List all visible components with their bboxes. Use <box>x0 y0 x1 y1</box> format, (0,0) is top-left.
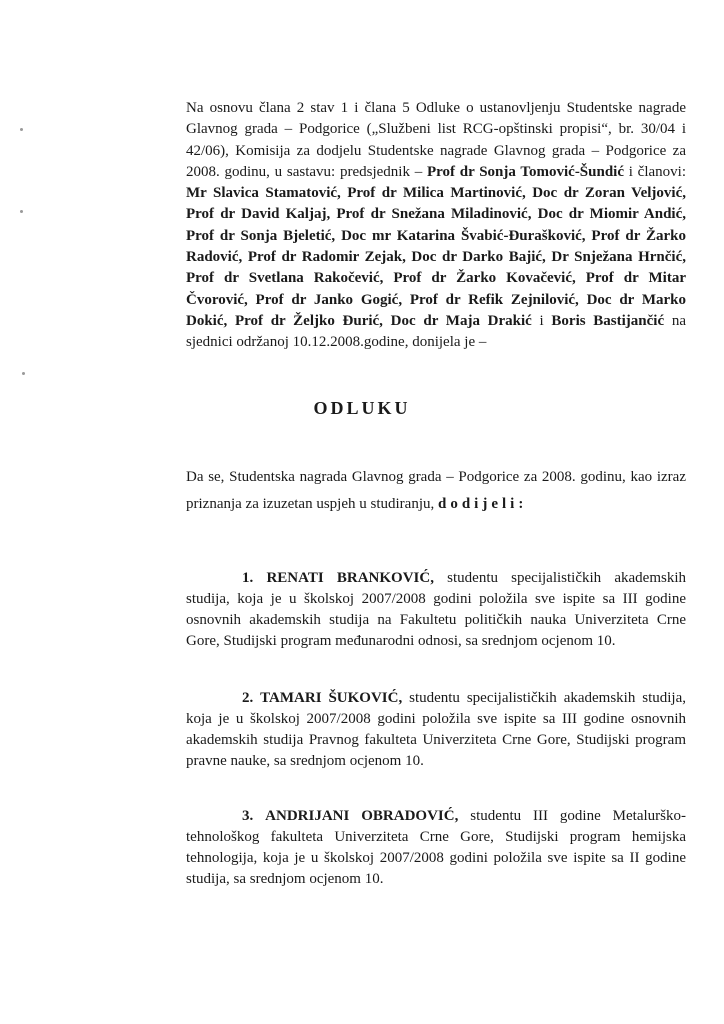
award-recipient: ANDRIJANI OBRADOVIĆ, <box>265 808 459 824</box>
intro-text-3: i <box>531 312 552 329</box>
award-item <box>186 806 686 890</box>
award-item <box>186 688 686 772</box>
award-recipient: TAMARI ŠUKOVIĆ, <box>260 690 403 706</box>
intro-text-1: Na osnovu člana 2 stav 1 i člana 5 Odluke o ustanovljenju Studentske nagrade Glavnog grada – Podgorice („Službeni list RCG-opštinski propisi“, br. 30/04 i 42/06), Komisija za dodjelu Studentske nagrade Glavnog grada – Podgorice za 2008. godinu, u sastavu: predsjednik – <box>186 100 686 180</box>
document-title: ODLUKU <box>313 398 411 418</box>
scan-mark <box>20 128 23 131</box>
committee-president: Prof dr Sonja Tomović-Šundić <box>426 163 625 180</box>
intro-text-4: na sjednici održanoj 10.12.2008.godine, donijela je – <box>186 312 686 351</box>
intro-paragraph <box>186 98 686 354</box>
award-description: studentu specijalističkih akademskih studija, koja je u školskoj 2007/2008 godini položila sve ispite sa III godine osnovnih akademskih studija na Fakultetu političkih nauka Univerziteta Crne Gore, Studijski program međunarodni odnosi, sa srednjom ocjenom 10. <box>186 570 686 649</box>
decision-verb: dodijeli: <box>438 496 528 512</box>
committee-last-member: Boris Bastijančić <box>551 312 665 329</box>
intro-text-2: i članovi: <box>624 163 686 180</box>
scan-mark <box>20 210 23 213</box>
award-description: studentu III godine Metalurško-tehnološkog fakulteta Univerziteta Crne Gore, Studijski program hemijska tehnologija, koja je u školskoj 2007/2008 godini položila sve ispite sa II godine studija, sa srednjom ocjenom 10. <box>186 808 686 887</box>
award-number: 2. <box>242 690 254 706</box>
award-recipient: RENATI BRANKOVIĆ, <box>266 570 434 586</box>
award-number: 1. <box>242 570 254 586</box>
decision-text: Da se, Studentska nagrada Glavnog grada – Podgorice za 2008. godinu, kao izraz priznanja za izuzetan uspjeh u studiranju, <box>186 469 686 512</box>
award-item <box>186 568 686 652</box>
committee-members: Mr Slavica Stamatović, Prof dr Milica Martinović, Doc dr Zoran Veljović, Prof dr David Kaljaj, Prof dr Snežana Miladinović, Doc dr Miomir Andić, Prof dr Sonja Bjeletić, Doc mr Katarina Švabić-Đurašković, Prof dr Žarko Radović, Prof dr Radomir Zejak, Doc dr Darko Bajić, Dr Snježana Hrnčić, Prof dr Svetlana Rakočević, Prof dr Žarko Kovačević, Prof dr Mitar Čvorović, Prof dr Janko Gogić, Prof dr Refik Zejnilović, Doc dr Marko Dokić, Prof dr Željko Đurić, Doc dr Maja Drakić <box>186 185 686 329</box>
award-description: studentu specijalističkih akademskih studija, koja je u školskoj 2007/2008 godini položila sve ispite sa III godine osnovnih akademskih studija Pravnog fakulteta Univerziteta Crne Gore, Studijski program pravne nauke, sa srednjom ocjenom 10. <box>186 690 686 769</box>
scan-mark <box>22 372 25 375</box>
award-number: 3. <box>242 808 254 824</box>
decision-paragraph <box>186 464 686 518</box>
